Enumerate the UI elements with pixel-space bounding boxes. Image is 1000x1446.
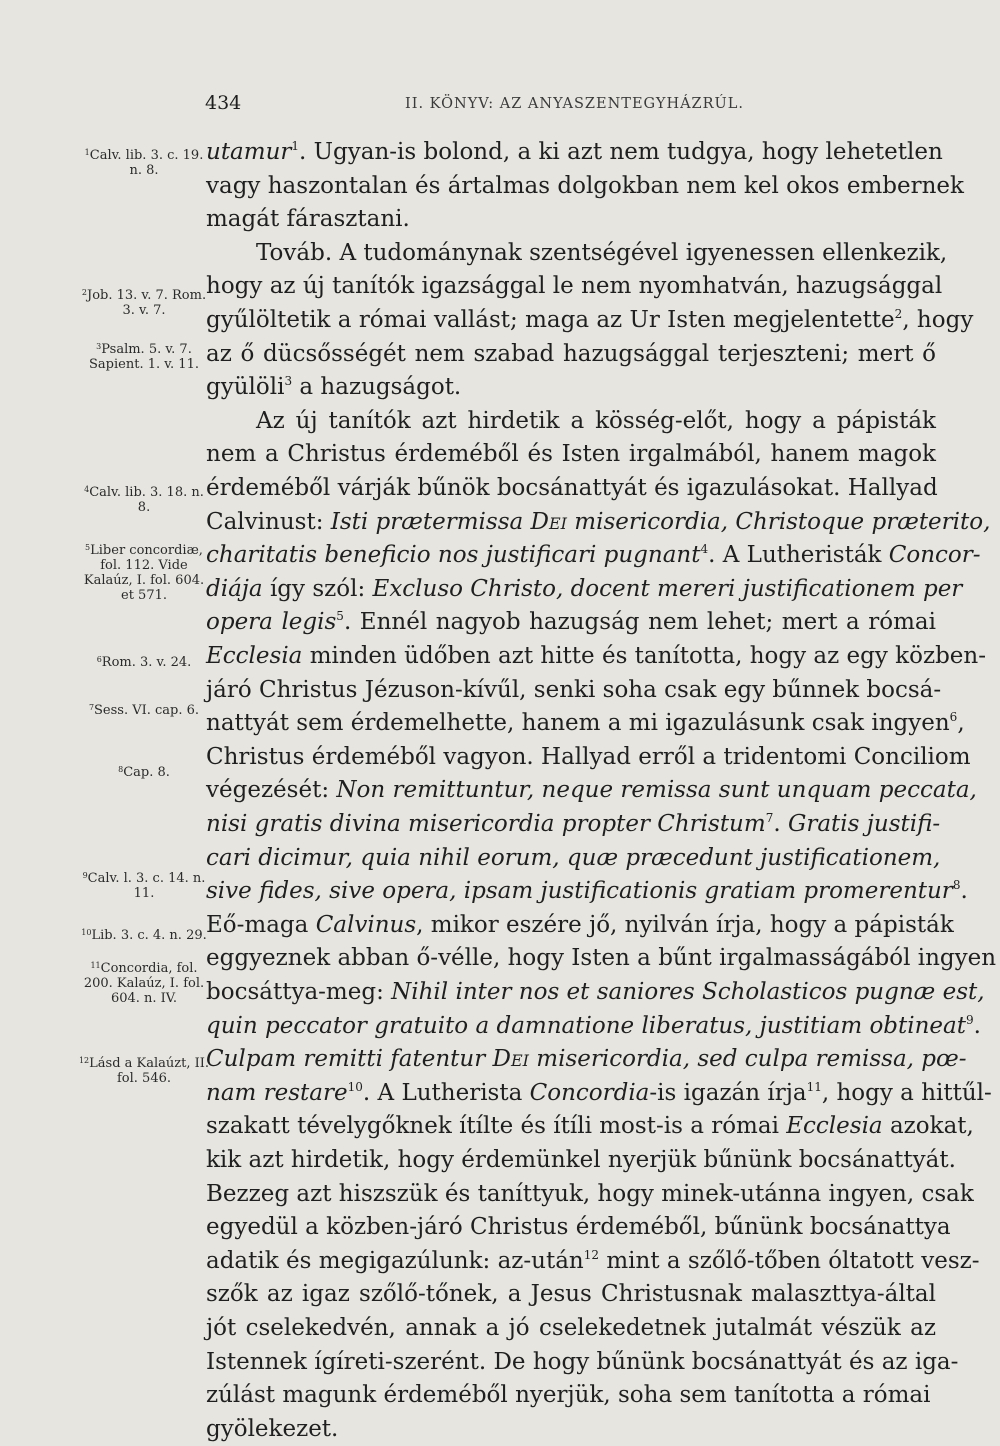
text-run: mint a szőlő-tőben óltatott vesz- <box>599 1247 980 1274</box>
margin-note-number: 1 <box>84 148 90 157</box>
text-line <box>206 874 968 908</box>
text-line <box>206 202 936 236</box>
text-line <box>206 673 942 707</box>
text-run: Eő-maga <box>206 911 316 938</box>
footnote-ref: 12 <box>583 1247 600 1262</box>
margin-note <box>78 1053 210 1086</box>
margin-note <box>78 925 210 943</box>
text-run: az ő dücsősségét nem szabad hazugsággal terjeszteni; mert ő <box>206 340 936 367</box>
text-line <box>206 337 936 371</box>
footnote-ref: 4 <box>700 542 709 557</box>
footnote-ref: 5 <box>336 609 344 624</box>
footnote-ref: 11 <box>806 1079 822 1094</box>
text-run: szakatt tévelygőknek ítílte és ítíli most-is a római <box>206 1113 787 1140</box>
footnote-ref: 1 <box>291 139 300 153</box>
text-line <box>206 370 936 404</box>
text-run: nem a Christus érdeméből és Isten irgalmából, hanem magok <box>206 441 936 468</box>
text-run: . <box>773 811 788 837</box>
text-run: gyülöli <box>206 374 285 401</box>
footnote-ref: 6 <box>949 710 958 725</box>
margin-note <box>78 145 210 178</box>
margin-note-text: Cap. 8. <box>123 765 170 780</box>
text-run: Bezzeg azt hiszszük és taníttyuk, hogy minek-utánna ingyen, csak <box>206 1180 974 1207</box>
text-run: , hogy a hittűl- <box>821 1079 992 1106</box>
margin-note <box>78 540 210 603</box>
text-run: gyölekezet. <box>206 1415 339 1442</box>
italic-text: Nihil inter nos et saniores Scholasticos pugnæ est, <box>391 979 985 1005</box>
text-run: érdeméből várják bűnök bocsánattyát és igazulásokat. Hallyad <box>206 475 938 501</box>
text-run: vagy haszontalan és ártalmas dolgokban nem kel okos embernek <box>206 172 964 199</box>
text-line <box>206 303 974 337</box>
small-caps-text: Dei <box>492 1046 529 1073</box>
text-line <box>206 269 943 303</box>
text-run: zúlást magunk érdeméből nyerjük, soha sem tanította a római <box>206 1382 931 1409</box>
text-run: egyedül a közben-járó Christus érdeméből, bűnünk bocsánattya <box>206 1214 951 1241</box>
text-run: , mikor eszére jő, nyilván írja, hogy a pápisták <box>416 911 954 938</box>
text-run: szők az igaz szőlő-tőnek, a Jesus Christusnak malaszttya-által <box>206 1281 936 1308</box>
margin-note-text: Calv. lib. 3. c. 19. n. 8. <box>89 148 204 178</box>
text-run: , <box>957 710 965 737</box>
margin-note-text: Liber concordiæ, fol. 112. Vide Kalaúz, I. fol. 604. et 571. <box>83 543 205 603</box>
footnote-ref: 8 <box>952 878 961 893</box>
text-line <box>206 706 965 740</box>
margin-note <box>78 868 210 901</box>
margin-note-number: 8 <box>118 765 124 774</box>
text-run: . A Lutheristák <box>708 542 889 569</box>
margin-note <box>78 285 210 318</box>
margin-note <box>78 762 210 780</box>
margin-note-text: Job. 13. v. 7. Rom. 3. v. 7. <box>86 288 207 318</box>
text-line <box>206 135 943 169</box>
italic-text: misericordia, sed culpa remissa, pœ- <box>528 1046 967 1073</box>
italic-text: quin peccator gratuito a damnatione liberatus, justitiam obtineat <box>206 1012 966 1039</box>
text-line <box>206 941 997 975</box>
italic-text: nam restare <box>206 1079 348 1106</box>
text-line <box>206 1177 974 1211</box>
margin-note-number: 11 <box>90 961 101 970</box>
text-line <box>206 505 991 539</box>
text-run: Istennek ígíreti-szerént. De hogy bűnünk bocsánattyát és az iga- <box>206 1348 959 1375</box>
text-line <box>206 1378 936 1412</box>
text-run: azokat, <box>882 1113 974 1140</box>
italic-text: nisi gratis divina misericordia propter Christum <box>206 811 766 837</box>
text-line <box>206 437 936 471</box>
italic-text: Calvinus <box>315 911 417 938</box>
margin-note-text: Rom. 3. v. 24. <box>101 655 192 670</box>
text-line <box>206 169 964 203</box>
italic-text: diája <box>206 575 263 602</box>
margin-note-text: Sess. VI. cap. 6. <box>94 703 200 718</box>
text-line <box>206 1143 956 1177</box>
margin-note-number: 9 <box>82 871 88 880</box>
margin-note <box>78 958 210 1006</box>
text-line <box>206 538 981 572</box>
italic-text: charitatis beneficio nos justificari pugnant <box>206 542 701 569</box>
text-run: minden üdőben azt hitte és tanította, hogy az egy közben- <box>302 643 987 669</box>
text-run: -is igazán írja <box>649 1079 807 1106</box>
text-run: jót cselekedvén, annak a jó cselekedetnek jutalmát vészük az <box>206 1315 936 1341</box>
text-line <box>206 1345 959 1379</box>
text-run: járó Christus Jézuson-kívűl, senki soha csak egy bűnnek bocsá- <box>206 676 942 703</box>
text-line <box>206 908 954 942</box>
margin-note <box>78 652 210 670</box>
margin-note-text: Calv. l. 3. c. 14. n. 11. <box>87 871 206 901</box>
text-run: . <box>960 878 968 905</box>
margin-note-number: 2 <box>81 288 87 297</box>
italic-text: opera legis <box>206 609 337 636</box>
text-line <box>206 1042 967 1076</box>
margin-note-number: 7 <box>88 703 95 712</box>
text-line <box>206 639 987 673</box>
text-line <box>206 404 936 438</box>
text-run: kik azt hirdetik, hogy érdemünkel nyerjük bűnünk bocsánattyát. <box>206 1147 956 1173</box>
text-run: Az új tanítók azt hirdetik a kösség-előt, hogy a pápisták <box>256 407 936 434</box>
text-line <box>206 1109 974 1143</box>
margin-note-text: Lásd a Kalaúzt, II. fol. 546. <box>89 1056 210 1086</box>
italic-text: cari dicimur, quia nihil eorum, quæ præcedunt justificationem, <box>206 844 941 871</box>
text-run: bocsáttya-meg: <box>206 979 392 1005</box>
margin-note <box>78 339 210 372</box>
italic-text: Non remittuntur, neque remissa sunt unquam peccata, <box>336 777 977 804</box>
text-line <box>206 773 977 807</box>
italic-text: sive fides, sive opera, ipsam justificationis gratiam promerentur <box>206 878 953 905</box>
margin-note <box>78 700 210 718</box>
italic-text: Culpam remitti fatentur <box>206 1046 493 1073</box>
text-line <box>206 807 941 841</box>
text-run: gyűlöltetik a római vallást; maga az Ur Isten megjelentette <box>206 307 895 333</box>
text-line <box>206 1311 936 1345</box>
text-line <box>206 605 936 639</box>
italic-text: Concordia <box>529 1079 650 1106</box>
text-line <box>206 1076 992 1110</box>
text-line <box>206 740 971 774</box>
margin-note-text: Calv. lib. 3. 18. n. 8. <box>89 485 204 515</box>
italic-text: Excluso Christo, docent mereri justificationem per <box>372 575 963 602</box>
margin-note <box>78 482 210 515</box>
italic-text: utamur <box>206 139 292 165</box>
text-line <box>206 572 963 606</box>
margin-note-number: 3 <box>96 342 102 351</box>
text-run: , hogy <box>902 307 974 333</box>
margin-note-text: Lib. 3. c. 4. n. 29. <box>91 928 207 943</box>
text-line <box>206 1277 936 1311</box>
text-run: végezését: <box>206 777 337 804</box>
running-head: II. KÖNYV: AZ ANYASZENTEGYHÁZRÚL. <box>405 96 745 112</box>
text-run: így szól: <box>262 575 373 602</box>
footnote-ref: 9 <box>966 1012 974 1027</box>
text-run: Christus érdeméből vagyon. Hallyad erről a tridentomi Conciliom <box>206 743 971 770</box>
footnote-ref: 10 <box>347 1079 363 1094</box>
page-number: 434 <box>205 92 242 114</box>
text-run: . <box>973 1012 981 1039</box>
text-run: magát fárasztani. <box>206 206 410 233</box>
footnote-ref: 3 <box>284 374 293 389</box>
text-line <box>206 1009 981 1043</box>
text-run: . Ugyan-is bolond, a ki azt nem tudgya, hogy lehetetlen <box>299 139 943 165</box>
text-run: a hazugságot. <box>292 374 462 401</box>
text-run: Továb. A tudománynak szentségével igyenessen ellenkezik, <box>256 239 948 266</box>
page-header <box>205 92 935 122</box>
italic-text: Ecclesia <box>786 1113 883 1140</box>
text-line <box>206 1412 936 1446</box>
italic-text: Ecclesia <box>206 643 303 669</box>
text-run: eggyeznek abban ő-vélle, hogy Isten a bűnt irgalmasságából ingyen <box>206 945 997 972</box>
small-caps-text: Dei <box>530 508 567 535</box>
text-line <box>206 1244 980 1278</box>
italic-text: Isti prætermissa <box>330 508 531 535</box>
italic-text: Concor- <box>888 542 981 569</box>
text-line <box>206 841 941 875</box>
footnote-ref: 7 <box>765 811 774 825</box>
text-run: hogy az új tanítók igazsággal le nem nyomhatván, hazugsággal <box>206 273 943 300</box>
italic-text: Gratis justifi- <box>787 811 941 837</box>
margin-note-number: 10 <box>81 928 92 937</box>
margin-note-text: Concordia, fol. 200. Kalaúz, I. fol. 604. n. IV. <box>83 961 205 1006</box>
text-run: . A Lutherista <box>362 1079 530 1106</box>
text-line <box>206 471 936 505</box>
margin-note-number: 4 <box>84 485 90 494</box>
text-run: adatik és megigazúlunk: az-után <box>206 1247 584 1274</box>
margin-note-number: 5 <box>85 543 91 552</box>
text-run: nattyát sem érdemelhette, hanem a mi igazulásunk csak ingyen <box>206 710 950 737</box>
text-run: . Ennél nagyob hazugság nem lehet; mert a római <box>343 609 936 636</box>
margin-note-number: 12 <box>78 1056 90 1065</box>
text-line <box>206 975 985 1009</box>
text-line <box>206 1210 951 1244</box>
italic-text: misericordia, Christoque præterito, <box>566 508 991 535</box>
footnote-ref: 2 <box>894 307 903 321</box>
text-line <box>206 236 948 270</box>
text-run: Calvinust: <box>206 508 331 535</box>
margin-note-text: Psalm. 5. v. 7. Sapient. 1. v. 11. <box>89 342 199 372</box>
margin-note-number: 6 <box>96 655 102 664</box>
